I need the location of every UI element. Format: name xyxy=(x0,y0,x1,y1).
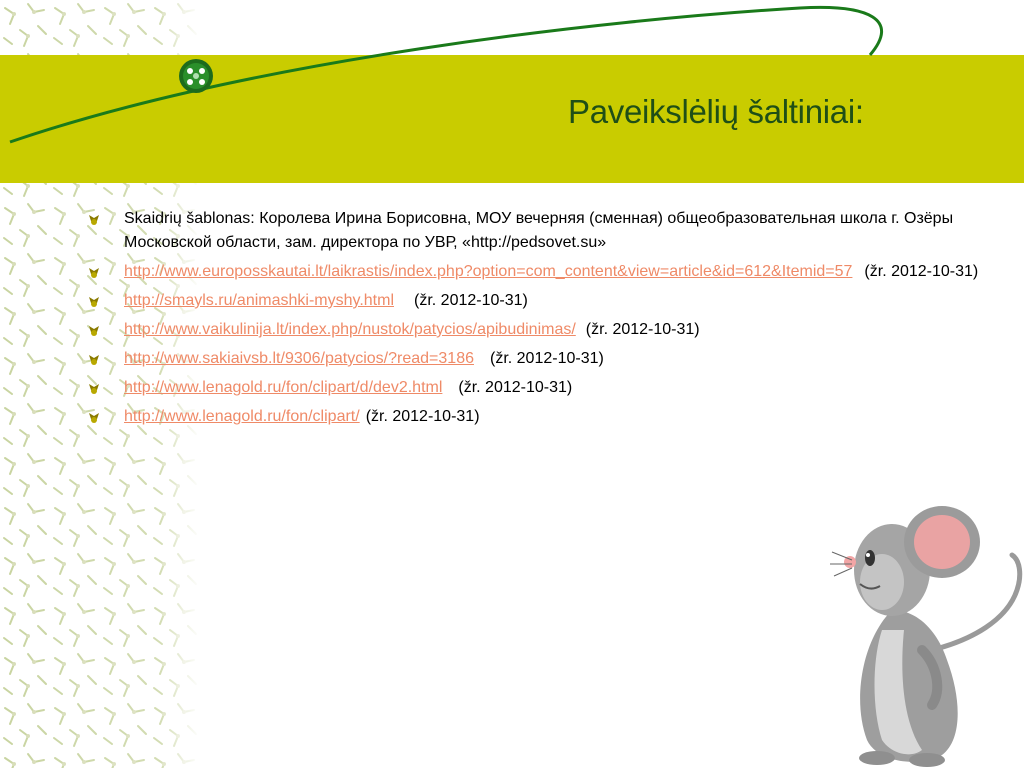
bullet-icon xyxy=(87,353,101,367)
access-date: (žr. 2012-10-31) xyxy=(585,321,700,338)
bullet-icon xyxy=(87,324,101,338)
bullet-icon xyxy=(87,411,101,425)
bullet-icon xyxy=(87,382,101,396)
access-date: (žr. 2012-10-31) xyxy=(864,263,979,280)
access-date: (žr. 2012-10-31) xyxy=(414,292,528,309)
node-icon xyxy=(179,59,213,93)
access-date: (žr. 2012-10-31) xyxy=(489,350,604,367)
sources-list xyxy=(124,207,1004,434)
bullet-icon xyxy=(87,213,101,227)
source-link[interactable]: http://www.lenagold.ru/fon/clipart/ xyxy=(124,408,360,425)
list-item xyxy=(124,318,1004,342)
list-item xyxy=(124,347,1004,371)
source-link[interactable]: http://smayls.ru/animashki-myshy.html xyxy=(124,292,394,309)
list-item xyxy=(124,405,1004,429)
source-link[interactable]: http://www.vaikulinija.lt/index.php/nustok/patycios/apibudinimas/ xyxy=(124,321,576,338)
access-date: (žr. 2012-10-31) xyxy=(458,379,573,396)
bullet-icon xyxy=(87,266,101,280)
list-item xyxy=(124,289,1004,313)
source-link[interactable]: http://www.lenagold.ru/fon/clipart/d/dev2.html xyxy=(124,379,443,396)
access-date: (žr. 2012-10-31) xyxy=(365,408,480,425)
source-link[interactable]: http://www.europosskautai.lt/laikrastis/index.php?option=com_content&view=article&id=612&Itemid=57 xyxy=(124,263,853,280)
bullet-icon xyxy=(87,295,101,309)
template-credit-text: Skaidrių šablonas: Королева Ирина Борисовна, МОУ вечерняя (сменная) общеобразовательная школа г. Озёры Московской области, зам. директора по УВР, «http://pedsovet.su» xyxy=(124,210,954,251)
list-item xyxy=(124,207,1004,255)
list-item xyxy=(124,260,1004,284)
slide-title: Paveikslėlių šaltiniai: xyxy=(568,93,864,130)
source-link[interactable]: http://www.sakiaivsb.lt/9306/patycios/?read=3186 xyxy=(124,350,474,367)
swoosh-curve-decoration xyxy=(0,0,1024,200)
list-item xyxy=(124,376,1004,400)
mouse-clipart xyxy=(822,500,1024,768)
